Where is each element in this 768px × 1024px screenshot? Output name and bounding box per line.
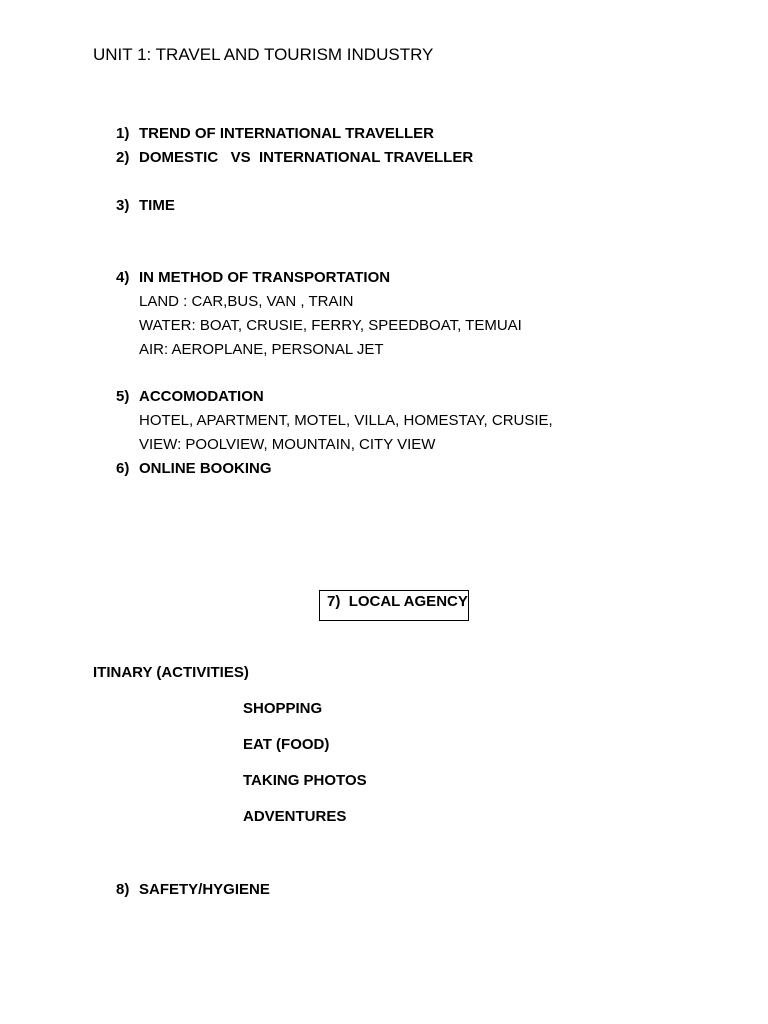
itinerary-heading: ITINARY (ACTIVITIES) — [93, 664, 249, 681]
item-label-5: ACCOMODATION — [139, 388, 264, 405]
transport-line-water: WATER: BOAT, CRUSIE, FERRY, SPEEDBOAT, TEMUAI — [139, 317, 522, 334]
transport-line-land: LAND : CAR,BUS, VAN , TRAIN — [139, 293, 354, 310]
item-label-3: TIME — [139, 197, 175, 214]
item-number-7: 7) — [327, 593, 341, 610]
local-agency-box — [319, 590, 469, 621]
item-number-5: 5) — [116, 388, 130, 405]
accommodation-types: HOTEL, APARTMENT, MOTEL, VILLA, HOMESTAY, CRUSIE, — [139, 412, 553, 429]
transport-line-air: AIR: AEROPLANE, PERSONAL JET — [139, 341, 384, 358]
accommodation-views: VIEW: POOLVIEW, MOUNTAIN, CITY VIEW — [139, 436, 436, 453]
item-number-8: 8) — [116, 881, 130, 898]
item-number-1: 1) — [116, 125, 130, 142]
item-number-4: 4) — [116, 269, 130, 286]
item-label-7: LOCAL AGENCY — [348, 593, 468, 610]
activity-photos: TAKING PHOTOS — [243, 772, 367, 789]
item-number-6: 6) — [116, 460, 130, 477]
activity-eat: EAT (FOOD) — [243, 736, 330, 753]
item-label-2: DOMESTIC VS INTERNATIONAL TRAVELLER — [139, 149, 474, 166]
item-label-4: IN METHOD OF TRANSPORTATION — [139, 269, 391, 286]
item-number-3: 3) — [116, 197, 130, 214]
item-label-1: TREND OF INTERNATIONAL TRAVELLER — [139, 125, 434, 142]
local-agency-text — [327, 592, 468, 612]
page-title: UNIT 1: TRAVEL AND TOURISM INDUSTRY — [93, 45, 434, 64]
item-label-6: ONLINE BOOKING — [139, 460, 272, 477]
item-label-8: SAFETY/HYGIENE — [139, 881, 270, 898]
item-number-2: 2) — [116, 149, 130, 166]
activity-adventures: ADVENTURES — [243, 808, 347, 825]
activity-shopping: SHOPPING — [243, 700, 323, 717]
